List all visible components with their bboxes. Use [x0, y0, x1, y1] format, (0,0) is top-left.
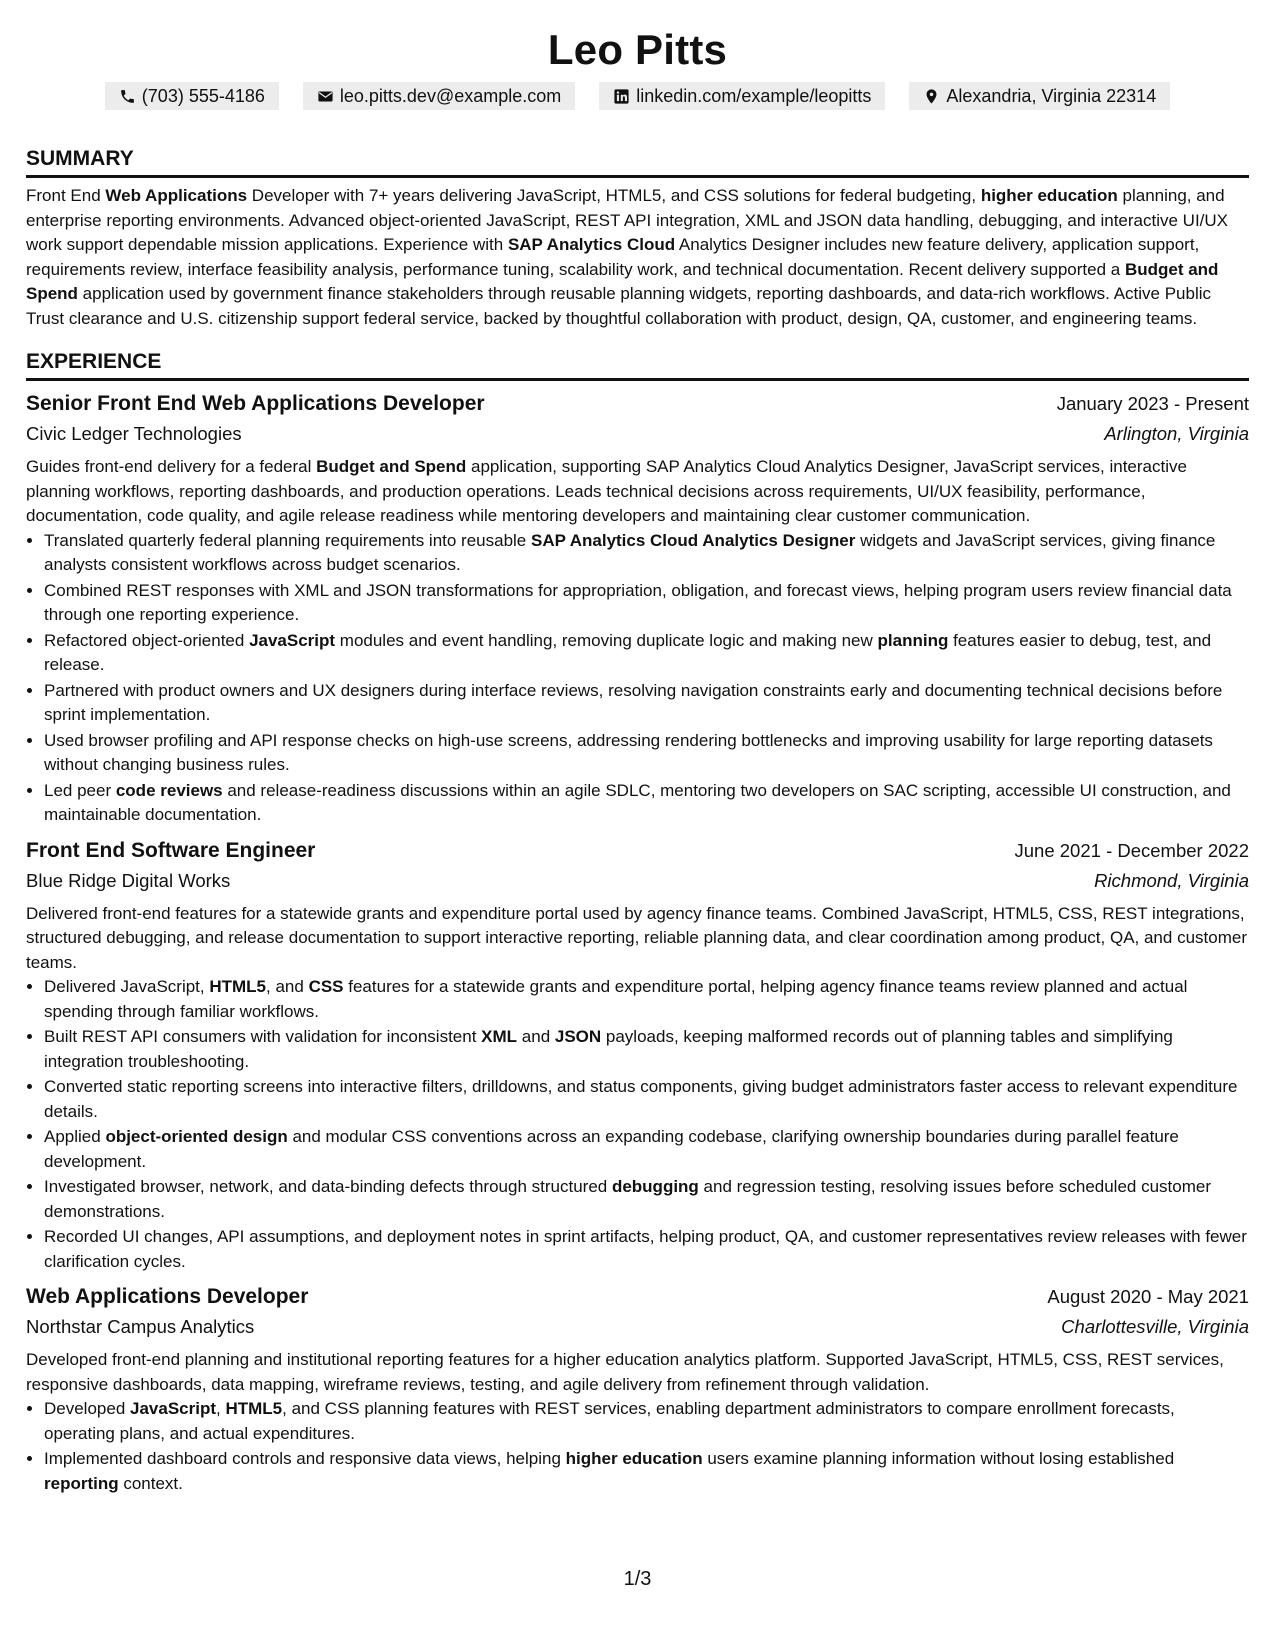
- summary-heading: SUMMARY: [26, 146, 1249, 178]
- bold-phrase: debugging: [611, 1177, 699, 1196]
- candidate-name: Leo Pitts: [547, 26, 728, 73]
- text-run: application used by government finance stakeholders through reusable planning widgets, reporting dashboards, and data-rich workflows. Active Public Trust clearance and U.S. citizenship support federal service, backed by thoughtful collaboration with product, design, QA, customer, and engineering teams.: [26, 284, 1212, 328]
- text-run: features for a statewide grants and expenditure portal, helping agency finance teams review planned and actual spending through familiar workflows.: [44, 977, 1188, 1021]
- list-item: [44, 1225, 1249, 1274]
- job-title: Web Applications Developer: [26, 1285, 309, 1308]
- bold-phrase: XML: [481, 1027, 518, 1046]
- location-pin-icon: [923, 88, 940, 105]
- text-run: application, supporting SAP Analytics Cloud Analytics Designer, JavaScript services, interactive planning workflows, reporting dashboards, and production operations. Leads technical decisions across requirements, UI/UX feasibility, performance, documentation, code quality, and agile release readiness while mentoring developers and maintaining clear customer communication.: [26, 457, 1187, 525]
- bold-phrase: reporting: [44, 1473, 119, 1493]
- text-run: and regression testing, resolving issues before scheduled customer demonstrations.: [44, 1177, 1211, 1221]
- job-company-row: [26, 866, 1249, 896]
- job-description: [26, 902, 1249, 976]
- bold-phrase: SAP Analytics Cloud: [507, 235, 676, 254]
- job-location: Arlington, Virginia: [1104, 423, 1249, 444]
- text-run: planning, and enterprise reporting environments. Advanced object-oriented JavaScript, REST API integration, XML and JSON data handling, debugging, and interactive UI/UX work support dependable mission applications. Experience with: [26, 186, 1229, 254]
- contact-email-text: leo.pitts.dev@example.com: [339, 86, 562, 106]
- text-run: payloads, keeping malformed records out of planning tables and simplifying integration troubleshooting.: [44, 1027, 1173, 1071]
- text-run: Developed: [44, 1399, 131, 1418]
- bold-phrase: planning: [877, 630, 949, 650]
- bold-phrase: JavaScript: [249, 630, 336, 650]
- text-run: and modular CSS conventions across an expanding codebase, clarifying ownership boundaries during parallel feature development.: [44, 1127, 1179, 1171]
- job-dates: June 2021 - December 2022: [1014, 839, 1249, 861]
- job-entry: [26, 389, 1249, 828]
- job-dates: August 2020 - May 2021: [1047, 1286, 1249, 1307]
- text-run: , and CSS planning features with REST services, enabling department administrators to compare enrollment forecasts, operating plans, and actual expenditures.: [44, 1399, 1175, 1443]
- job-header-row: [26, 389, 1249, 419]
- bold-phrase: JSON: [554, 1027, 602, 1046]
- job-header-row: [26, 836, 1249, 866]
- text-run: Combined REST responses with XML and JSON transformations for appropriation, obligation, and forecast views, helping program users review financial data through one reporting experience.: [44, 580, 1232, 624]
- text-run: Used browser profiling and API response checks on high-use screens, addressing rendering bottlenecks and improving usability for large reporting datasets without changing business rules.: [44, 730, 1213, 774]
- job-description: [26, 1348, 1249, 1397]
- text-run: Analytics Designer includes new feature delivery, application support, requirements review, interface feasibility analysis, performance tuning, scalability work, and technical documentation. Recent delivery supported a: [26, 235, 1200, 279]
- bold-phrase: Budget and Spend: [26, 259, 1219, 303]
- phone-icon: [119, 88, 136, 105]
- job-bullets: [26, 529, 1249, 828]
- text-run: Delivered front-end features for a statewide grants and expenditure portal used by agency finance teams. Combined JavaScript, HTML5, CSS, REST integrations, structured debugging, and release documentation to support interactive reporting, reliable planning data, and clear coordination among product, QA, and customer teams.: [26, 903, 1247, 972]
- contact-linkedin-text: linkedin.com/example/leopitts: [636, 86, 872, 106]
- list-item: [44, 1125, 1249, 1174]
- list-item: [44, 975, 1249, 1024]
- text-run: Investigated browser, network, and data-binding defects through structured: [44, 1177, 612, 1196]
- list-item: [44, 679, 1249, 728]
- job-title: Front End Software Engineer: [26, 838, 316, 862]
- bold-phrase: JavaScript: [130, 1399, 217, 1418]
- job-entry: [26, 836, 1249, 1275]
- text-run: and release-readiness discussions within an agile SDLC, mentoring two developers on SAC scripting, accessible UI construction, and maintainable documentation.: [44, 780, 1231, 824]
- text-run: Applied: [44, 1127, 106, 1146]
- job-bullets: [26, 1397, 1249, 1496]
- job-company: Blue Ridge Digital Works: [26, 869, 231, 891]
- bold-phrase: SAP Analytics Cloud Analytics Designer: [530, 530, 856, 550]
- bold-phrase: CSS: [308, 977, 344, 996]
- text-run: users examine planning information without losing established: [702, 1449, 1175, 1468]
- text-run: Developed front-end planning and institutional reporting features for a higher education analytics platform. Supported JavaScript, HTML5, CSS, REST services, responsive dashboards, data mapping, wireframe reviews, testing, and agile delivery from refinement through validation.: [26, 1350, 1224, 1394]
- job-company: Civic Ledger Technologies: [26, 423, 242, 444]
- job-bullets: [26, 975, 1249, 1274]
- job-company: Northstar Campus Analytics: [26, 1316, 255, 1337]
- text-run: Led peer: [44, 780, 116, 800]
- linkedin-icon: [613, 88, 630, 105]
- contact-location: [909, 82, 1170, 110]
- contact-phone-text: (703) 555-4186: [141, 86, 265, 106]
- text-run: Recorded UI changes, API assumptions, and deployment notes in sprint artifacts, helping product, QA, and customer representatives review releases with fewer clarification cycles.: [44, 1227, 1247, 1271]
- list-item: [44, 779, 1249, 828]
- text-run: Refactored object-oriented: [44, 630, 250, 650]
- bold-phrase: object-oriented design: [105, 1127, 288, 1146]
- text-run: , and: [266, 977, 309, 996]
- page-indicator: 1/3: [623, 1568, 652, 1590]
- list-item: [44, 1397, 1249, 1446]
- text-run: Built REST API consumers with validation for inconsistent: [44, 1027, 482, 1046]
- job-company-row: [26, 1312, 1249, 1342]
- list-item: [44, 629, 1249, 678]
- list-item: [44, 579, 1249, 628]
- bold-phrase: HTML5: [225, 1399, 283, 1418]
- contact-email[interactable]: [303, 82, 575, 110]
- envelope-icon: [317, 88, 334, 105]
- resume-page: [26, 0, 1249, 1497]
- text-run: Guides front-end delivery for a federal: [26, 457, 317, 476]
- job-dates: January 2023 - Present: [1056, 393, 1249, 414]
- bold-phrase: HTML5: [209, 977, 267, 996]
- job-location: Charlottesville, Virginia: [1061, 1316, 1249, 1337]
- text-run: Front End: [26, 186, 106, 205]
- bold-phrase: higher education: [980, 186, 1118, 205]
- text-run: Partnered with product owners and UX designers during interface reviews, resolving navigation constraints early and documenting technical decisions before sprint implementation.: [44, 680, 1223, 724]
- text-run: modules and event handling, removing duplicate logic and making new: [335, 630, 878, 650]
- bold-phrase: Budget and Spend: [316, 457, 467, 476]
- contact-linkedin[interactable]: [599, 82, 885, 110]
- text-run: Implemented dashboard controls and responsive data views, helping: [44, 1449, 566, 1468]
- text-run: features easier to debug, test, and release.: [44, 630, 1212, 674]
- contact-location-text: Alexandria, Virginia 22314: [946, 86, 1157, 106]
- text-run: Converted static reporting screens into interactive filters, drilldowns, and status components, giving budget administrators faster access to relevant expenditure details.: [44, 1077, 1238, 1121]
- text-run: widgets and JavaScript services, giving finance analysts consistent workflows across budget scenarios.: [44, 530, 1216, 574]
- summary-text: [26, 184, 1249, 331]
- job-entry: [26, 1282, 1249, 1496]
- text-run: context.: [118, 1473, 183, 1493]
- text-run: and: [517, 1027, 555, 1046]
- list-item: [44, 1447, 1249, 1496]
- text-run: ,: [216, 1399, 226, 1418]
- text-run: Translated quarterly federal planning requirements into reusable: [44, 530, 531, 550]
- bold-phrase: code reviews: [115, 780, 223, 800]
- list-item: [44, 729, 1249, 778]
- experience-heading: EXPERIENCE: [26, 349, 1249, 381]
- list-item: [44, 1025, 1249, 1074]
- contact-bar: [26, 82, 1249, 110]
- experience-list: [26, 389, 1249, 1496]
- bold-phrase: higher education: [565, 1449, 703, 1468]
- text-run: Delivered JavaScript,: [44, 977, 210, 996]
- list-item: [44, 1075, 1249, 1124]
- text-run: Developer with 7+ years delivering JavaScript, HTML5, and CSS solutions for federal budgeting,: [247, 186, 981, 205]
- contact-phone[interactable]: [105, 82, 279, 110]
- job-title: Senior Front End Web Applications Developer: [26, 392, 485, 415]
- job-description: [26, 455, 1249, 529]
- job-location: Richmond, Virginia: [1094, 869, 1249, 891]
- job-company-row: [26, 419, 1249, 449]
- list-item: [44, 529, 1249, 578]
- job-header-row: [26, 1282, 1249, 1312]
- list-item: [44, 1175, 1249, 1224]
- bold-phrase: Web Applications: [105, 186, 248, 205]
